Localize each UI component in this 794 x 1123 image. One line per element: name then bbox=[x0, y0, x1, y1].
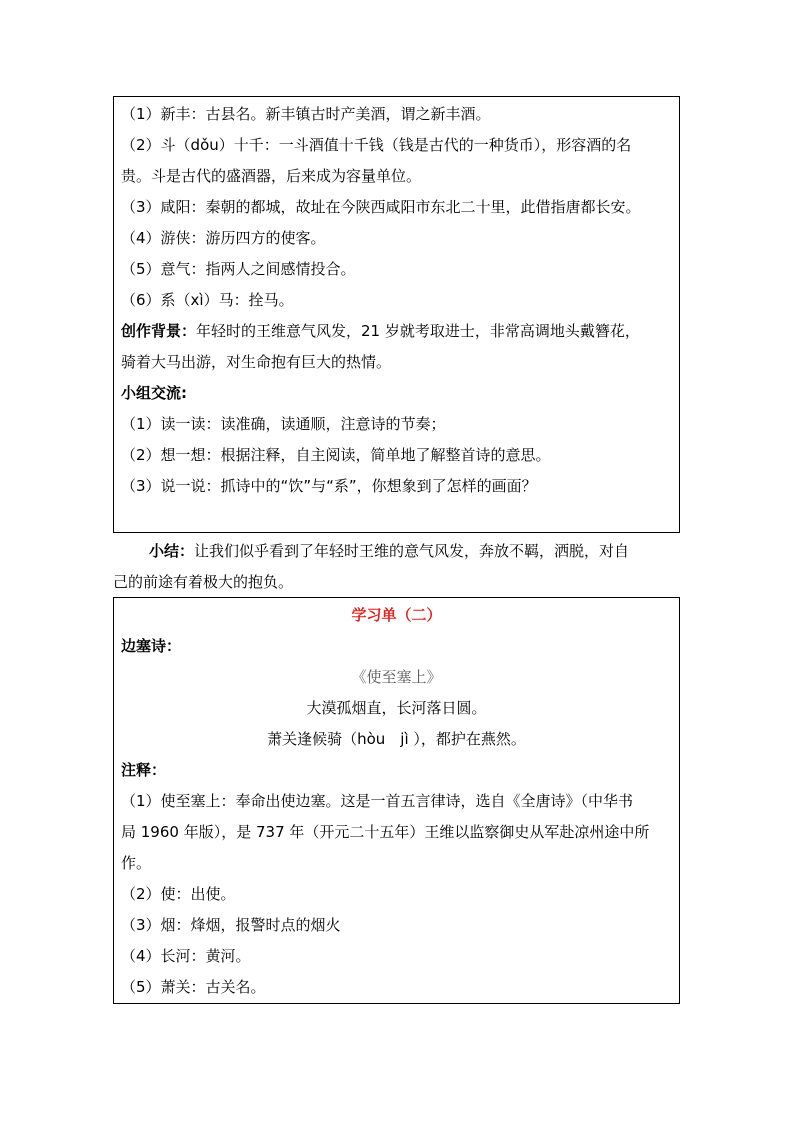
study-card-one bbox=[113, 96, 680, 533]
note-line: （6）系（xì）马：拴马。 bbox=[121, 291, 294, 309]
summary-line bbox=[113, 536, 680, 567]
note-line: （3）烟：烽烟，报警时点的烟火 bbox=[121, 916, 341, 934]
note-line: 贵。斗是古代的盛酒器，后来成为容量单位。 bbox=[121, 167, 422, 185]
note-line: （2）使：出使。 bbox=[121, 885, 236, 903]
note-line: 作。 bbox=[121, 854, 152, 872]
section-label: 边塞诗： bbox=[121, 637, 182, 655]
summary-text: 让我们似乎看到了年轻时王维的意气风发，奔放不羁，洒脱，对自 bbox=[194, 542, 630, 560]
poem-line: 大漠孤烟直，长河落日圆。 bbox=[306, 699, 487, 717]
poem-line: 萧关逢候骑（hòu jì ），都护在燕然。 bbox=[267, 730, 526, 748]
note-line: （4）长河：黄河。 bbox=[121, 947, 251, 965]
summary-label: 小结： bbox=[149, 542, 195, 560]
note-line: （4）游侠：游历四方的使客。 bbox=[121, 229, 326, 247]
notes-label: 注释： bbox=[121, 761, 167, 779]
summary bbox=[113, 536, 680, 598]
background-line bbox=[121, 316, 673, 347]
background-label: 创作背景： bbox=[121, 322, 197, 340]
note-line: （3）咸阳：秦朝的都城，故址在今陕西咸阳市东北二十里，此借指唐都长安。 bbox=[121, 198, 641, 216]
note-line: （2）斗（dǒu）十千：一斗酒值十千钱（钱是古代的一种货币），形容酒的名 bbox=[121, 136, 632, 154]
background-line: 骑着大马出游，对生命抱有巨大的热情。 bbox=[121, 353, 392, 371]
task-line: （2）想一想：根据注释，自主阅读，简单地了解整首诗的意思。 bbox=[121, 446, 551, 464]
note-line: （1）新丰：古县名。新丰镇古时产美酒，谓之新丰酒。 bbox=[121, 105, 491, 123]
note-line: （1）使至塞上：奉命出使边塞。这是一首五言律诗，选自《全唐诗》（中华书 bbox=[121, 792, 634, 810]
note-line: （5）意气：指两人之间感情投合。 bbox=[121, 260, 356, 278]
task-line: （1）读一读：读准确，读通顺，注意诗的节奏； bbox=[121, 415, 446, 433]
task-line: （3）说一说：抓诗中的“饮”与“系”，你想象到了怎样的画面？ bbox=[121, 477, 537, 495]
poem-title: 《使至塞上》 bbox=[351, 668, 442, 686]
note-line: 局 1960 年版），是 737 年（开元二十五年）王维以监察御史从军赴凉州途中所 bbox=[121, 823, 650, 841]
card-title: 学习单（二） bbox=[351, 606, 442, 624]
note-line: （5）萧关：古关名。 bbox=[121, 978, 266, 996]
group-discussion-label: 小组交流: bbox=[121, 384, 187, 402]
background-text: 年轻时的王维意气风发，21 岁就考取进士，非常高调地头戴簪花， bbox=[196, 322, 640, 340]
study-card-two bbox=[113, 597, 680, 1004]
summary-line: 己的前途有着极大的抱负。 bbox=[113, 573, 294, 591]
